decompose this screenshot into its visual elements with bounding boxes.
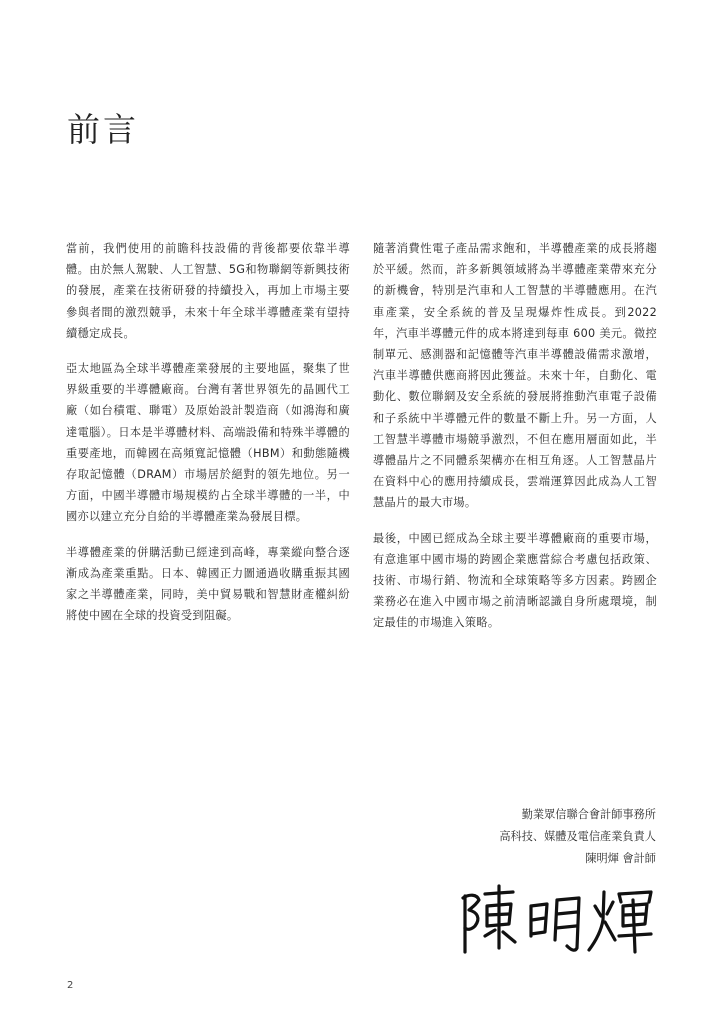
paragraph: 半導體產業的併購活動已經達到高峰，專業縱向整合逐漸成為產業重點。日本、韓國正力圖通過收購重振其國家之半導體產業，同時，美中貿易戰和智慧財產權糾紛將使中國在全球的投資受到阻礙。 [66,545,350,623]
firm-name: 勤業眾信聯合會計師事務所 [521,808,656,821]
paragraph: 當前，我們使用的前瞻科技設備的背後都要依靠半導體。由於無人駕駛、人工智慧、5G和物聯網等新興技術的發展，產業在技術研發的持續投入，再加上市場主要參與者間的激烈競爭，未來十年全球半導體產業有望持續穩定成長。 [66,242,350,340]
page-title: 前言 [67,110,139,149]
right-column [373,238,657,648]
left-column [66,238,350,640]
page-number: 2 [67,980,74,991]
handwritten-signature [455,880,655,960]
paragraph: 隨著消費性電子產品需求飽和，半導體產業的成長將趨於平緩。然而，許多新興領域將為半導體產業帶來充分的新機會，特別是汽車和人工智慧的半導體應用。在汽車產業，安全系統的普及呈現爆炸性成長。到2022 年，汽車半導體元件的成本將達到每車 600 美元。微控制單元、感測器和記憶體等汽車半導體設備需求激增，汽車半導體供應商將因此獲益。未來十年，自動化、電動化、數位聯網及安全系統的發展將推動汽車電子設備和子系統中半導體元件的數量不斷上升。另一方面，人工智慧半導體市場競爭激烈，不但在應用層面如此，半導體晶片之不同體系架構亦在相互角逐。人工智慧晶片在資料中心的應用持續成長，雲端運算因此成為人工智慧晶片的最大市場。 [373,242,657,510]
signatory-block [499,804,656,870]
paragraph: 最後，中國已經成為全球主要半導體廠商的重要市場，有意進軍中國市場的跨國企業應當綜合考慮包括政策、技術、市場行銷、物流和全球策略等多方因素。跨國企業務必在進入中國市場之前清晰認識自身所處環境，制定最佳的市場進入策略。 [373,531,657,630]
signatory-name: 陳明煇 會計師 [585,852,656,865]
paragraph: 亞太地區為全球半導體產業發展的主要地區，聚集了世界級重要的半導體廠商。台灣有著世界領先的晶圓代工廠（如台積電、聯電）及原始設計製造商（如鴻海和廣達電腦）。日本是半導體材料、高端設備和特殊半導體的重要產地，而韓國在高頻寬記憶體（HBM）和動態隨機存取記憶體（DRAM）市場居於絕對的領先地位。另一方面，中國半導體市場規模約占全球半導體的一半，中國亦以建立充分自給的半導體產業為發展目標。 [66,362,350,524]
signatory-role: 高科技、媒體及電信產業負責人 [499,830,656,843]
